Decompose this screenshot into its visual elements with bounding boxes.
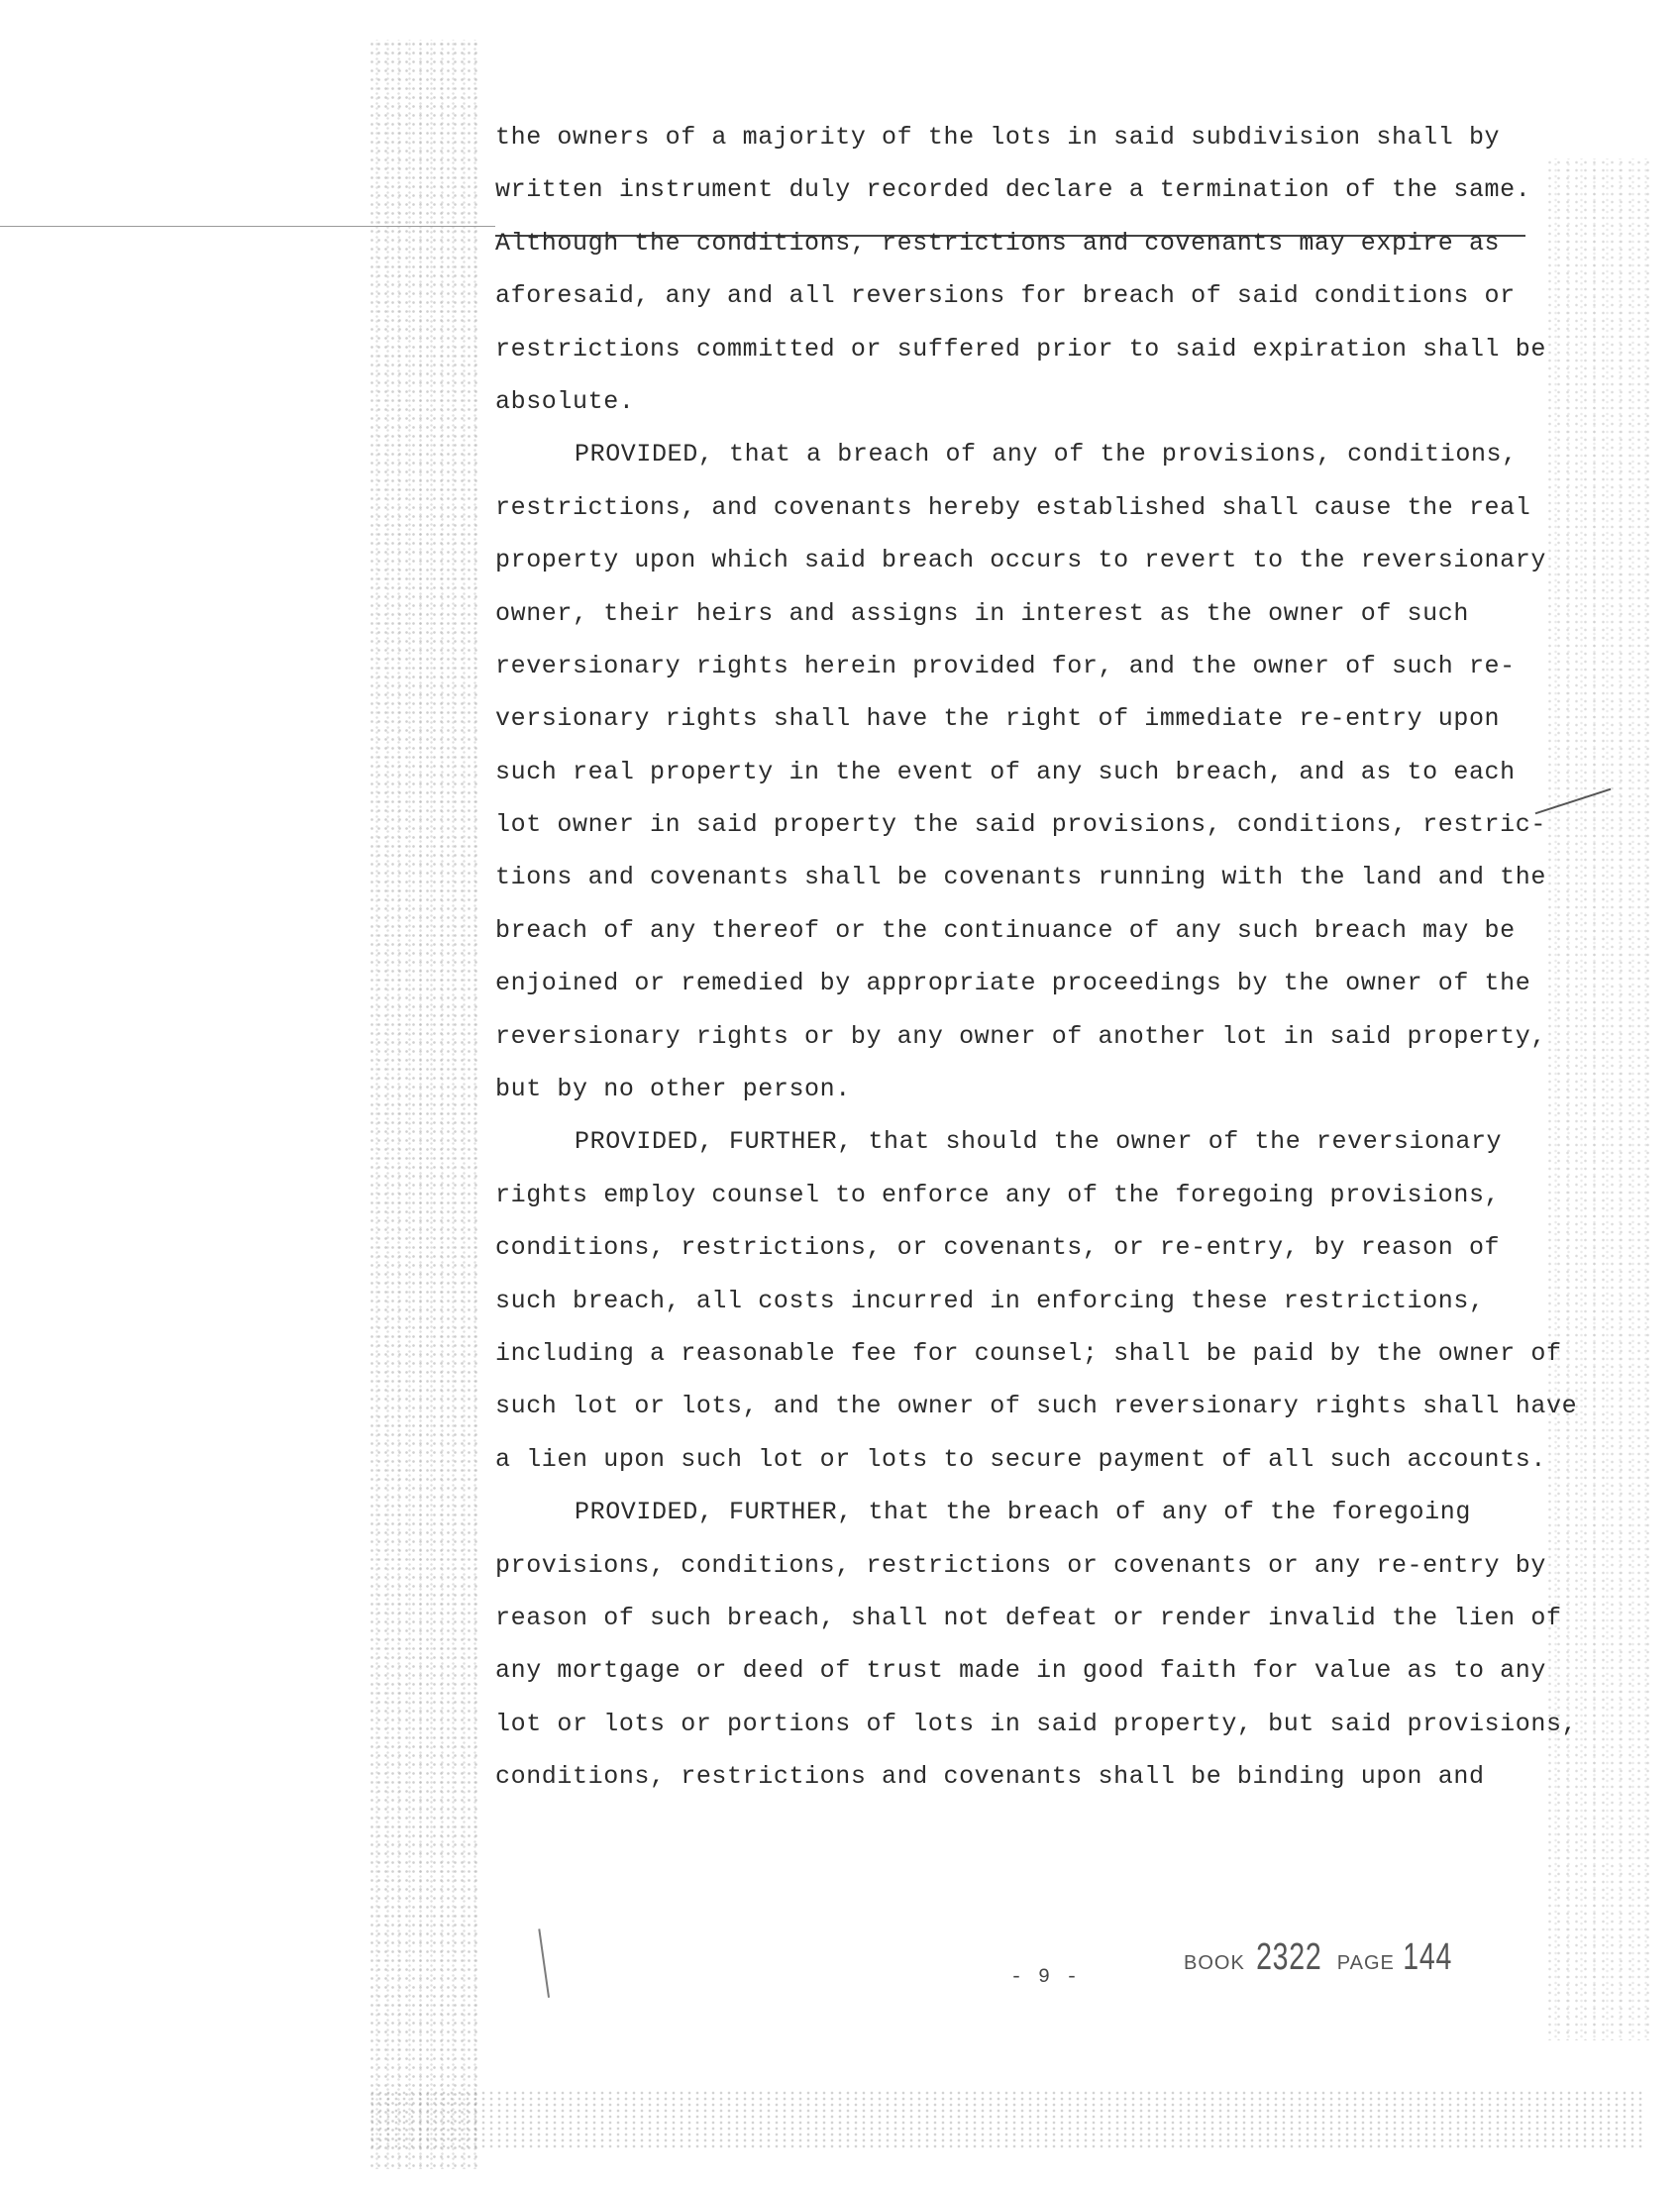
text-line: owner, their heirs and assigns in interest as the owner of such xyxy=(495,598,1469,628)
page-label: PAGE xyxy=(1336,1952,1395,1974)
text-line: conditions, restrictions and covenants shall be binding upon and xyxy=(495,1762,1485,1792)
text-line: conditions, restrictions, or covenants, or re-entry, by reason of xyxy=(495,1233,1501,1263)
text-line: such breach, all costs incurred in enforcing these restrictions, xyxy=(495,1286,1485,1315)
text-line: such real property in the event of any such breach, and as to each xyxy=(495,757,1516,786)
text-line: breach of any thereof or the continuance of any such breach may be xyxy=(495,915,1516,945)
scan-noise-left xyxy=(368,40,477,2169)
text-line: written instrument duly recorded declare a termination of the same. xyxy=(495,175,1531,205)
text-line: lot owner in said property the said provisions, conditions, restric- xyxy=(495,810,1546,840)
text-line: provisions, conditions, restrictions or covenants or any re-entry by xyxy=(495,1550,1546,1580)
text-line: restrictions committed or suffered prior to said expiration shall be xyxy=(495,334,1546,364)
text-line: aforesaid, any and all reversions for breach of said conditions or xyxy=(495,281,1516,311)
text-line: tions and covenants shall be covenants running with the land and the xyxy=(495,863,1546,892)
page-value: 144 xyxy=(1403,1936,1452,1978)
text-line: reversionary rights herein provided for, and the owner of such re- xyxy=(495,651,1516,680)
text-line: PROVIDED, FURTHER, that the breach of any of the foregoing xyxy=(575,1498,1471,1527)
text-line: such lot or lots, and the owner of such reversionary rights shall have xyxy=(495,1392,1578,1421)
scan-noise-bottom xyxy=(368,2090,1646,2149)
document-body xyxy=(495,111,1585,1804)
text-line: restrictions, and covenants hereby established shall cause the real xyxy=(495,492,1531,522)
text-line: any mortgage or deed of trust made in good faith for value as to any xyxy=(495,1656,1546,1686)
text-line: including a reasonable fee for counsel; shall be paid by the owner of xyxy=(495,1338,1562,1368)
text-line: but by no other person. xyxy=(495,1075,851,1104)
text-line: absolute. xyxy=(495,386,635,416)
text-line: PROVIDED, FURTHER, that should the owner of the reversionary xyxy=(575,1127,1503,1157)
text-line: property upon which said breach occurs to revert to the reversionary xyxy=(495,546,1546,575)
text-line: Although the conditions, restrictions and covenants may expire as xyxy=(495,228,1501,258)
handwritten-mark xyxy=(538,1925,578,1998)
text-line: reversionary rights or by any owner of another lot in said property, xyxy=(495,1021,1546,1051)
book-label: BOOK xyxy=(1184,1952,1245,1974)
text-line: the owners of a majority of the lots in said subdivision shall by xyxy=(495,123,1501,152)
book-number: 2322 xyxy=(1255,1936,1322,1978)
text-line: reason of such breach, shall not defeat or render invalid the lien of xyxy=(495,1603,1562,1632)
text-line: enjoined or remedied by appropriate proceedings by the owner of the xyxy=(495,969,1531,998)
text-line: lot or lots or portions of lots in said property, but said provisions, xyxy=(495,1709,1578,1738)
text-line: rights employ counsel to enforce any of the foregoing provisions, xyxy=(495,1180,1501,1209)
text-line: versionary rights shall have the right of immediate re-entry upon xyxy=(495,704,1501,734)
margin-rule xyxy=(0,226,495,227)
text-line: a lien upon such lot or lots to secure payment of all such accounts. xyxy=(495,1444,1546,1474)
book-page-stamp xyxy=(1184,1936,1460,1979)
text-line: PROVIDED, that a breach of any of the provisions, conditions, xyxy=(575,440,1518,469)
page-number: - 9 - xyxy=(1010,1966,1081,1989)
